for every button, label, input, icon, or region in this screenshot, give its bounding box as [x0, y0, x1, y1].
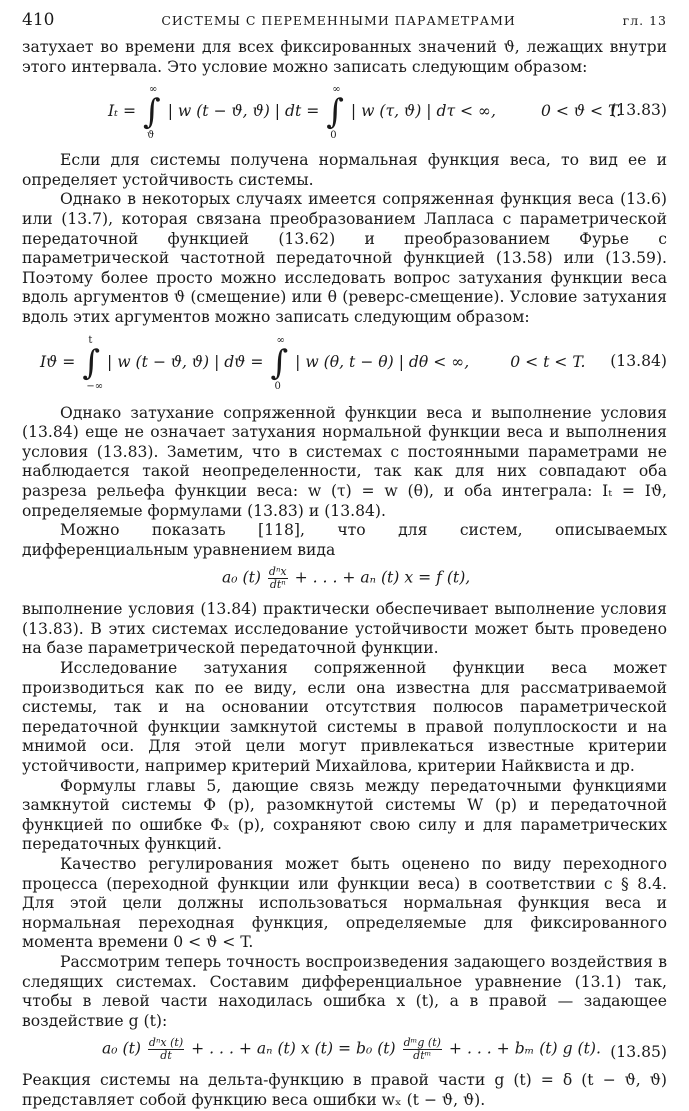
eq-coefficient: a₀ (t) — [102, 1039, 141, 1058]
eq-integrand: | w (t − ϑ, ϑ) | dt = — [167, 102, 320, 121]
integral-sign: ∫ ∞ 0 — [270, 334, 289, 392]
equation-13-84 — [22, 328, 667, 404]
paragraph: Реакция системы на дельта-функцию в правой части g (t) = δ (t − ϑ, ϑ) представляет собой функцию веса ошибки wₓ (t − ϑ, ϑ). — [22, 1071, 667, 1109]
paragraph: Формулы главы 5, дающие связь между передаточными функциями замкнутой системы Φ (p), разомкнутой системы W (p) и передаточной функцией по ошибке Φₓ (p), сохраняют свою силу и для параметрических передаточных функций. — [22, 776, 667, 854]
integral-sign: ∫ ∞ ϑ — [143, 84, 161, 142]
eq-integrand: | w (θ, t − θ) | dθ < ∞, — [295, 352, 470, 371]
equation-diff — [22, 560, 667, 600]
eq-condition: 0 < ϑ < T. — [540, 102, 622, 121]
running-header — [22, 10, 667, 38]
eq-coefficient: a₀ (t) — [222, 568, 261, 587]
paragraph: Можно показать [118], что для систем, описываемых дифференциальным уравнением вида — [22, 521, 667, 559]
paragraph: Если для системы получена нормальная функция веса, то вид ее и определяет устойчивость системы. — [22, 151, 667, 189]
eq-integrand: | w (t − ϑ, ϑ) | dϑ = — [107, 352, 264, 371]
equation-number: (13.83) — [610, 101, 667, 120]
eq-middle: + . . . + aₙ (t) x (t) = b₀ (t) — [191, 1039, 396, 1058]
eq-lhs: Iϑ = — [40, 352, 76, 371]
fraction: $\frac{\text{dᵐg (t)}}{\text{dtᵐ}}$ — [403, 1036, 441, 1063]
integral-sign: ∫ ∞ 0 — [326, 84, 344, 142]
eq-integrand: | w (τ, ϑ) | dτ < ∞, — [350, 102, 496, 121]
paragraph: затухает во времени для всех фиксированных значений ϑ, лежащих внутри этого интервала. Это условие можно записать следующим образом: — [22, 38, 667, 76]
eq-lhs: Iₜ = — [108, 102, 137, 121]
equation-number: (13.84) — [610, 351, 667, 370]
paragraph: Однако в некоторых случаях имеется сопряженная функция веса (13.6) или (13.7), которая связана преобразованием Лапласа с параметрической передаточной функцией (13.62) и преобразованием Фурье с параметрической частотной передаточной функцией (13.58) или (13.59). Поэтому более просто можно исследовать вопрос затухания функции веса вдоль аргументов ϑ (смещение) или θ (реверс-смещение). Условие затухания вдоль этих аргументов можно записать следующим образом: — [22, 190, 667, 326]
eq-condition: 0 < t < T. — [510, 352, 586, 371]
equation-13-83 — [22, 77, 667, 151]
running-title: СИСТЕМЫ С ПЕРЕМЕННЫМИ ПАРАМЕТРАМИ — [161, 13, 516, 28]
equation-number: (13.85) — [610, 1043, 667, 1062]
paragraph: Исследование затухания сопряженной функции веса может производиться как по ее виду, если она известна для рассматриваемой системы, так и на основании отсутствия полюсов параметрической передаточной функции замкнутой системы в правой полуплоскости и на мнимой оси. Для этой цели могут привлекаться известные критерии устойчивости, например критерий Михайлова, критерии Найквиста и др. — [22, 659, 667, 776]
chapter-label: гл. 13 — [622, 13, 667, 28]
paragraph: выполнение условия (13.84) практически обеспечивает выполнение условия (13.83). В этих системах исследование устойчивости может быть проведено на базе параметрической передаточной функции. — [22, 600, 667, 658]
fraction: $\frac{\text{dⁿx}}{\text{dtⁿ}}$ — [268, 565, 287, 592]
paragraph: Однако затухание сопряженной функции веса и выполнение условия (13.84) еще не означает затухания нормальной функции веса и выполнения условия (13.83). Заметим, что в системах с постоянными параметрами не наблюдается такой неопределенности, так как для них совпадают оба разреза рельефа функции веса: w (τ) = w (θ), и оба интеграла: Iₜ = Iϑ, определяемые формулами (13.83) и (13.84). — [22, 403, 667, 520]
book-page — [22, 10, 667, 1111]
paragraph: Качество регулирования может быть оценено по виду переходного процесса (переходной функции или функции веса) в соответствии с § 8.4. Для этой цели должны использоваться нормальная функция веса и нормальная переходная функция, определяемые для фиксированного момента времени 0 < ϑ < T. — [22, 855, 667, 952]
page-number: 410 — [22, 10, 55, 30]
paragraph: Рассмотрим теперь точность воспроизведения задающего воздействия в следящих системах. Составим дифференциальное уравнение (13.1) так, чтобы в левой части находилась ошибка x (t), а в правой — задающее воздействие g (t): — [22, 952, 667, 1030]
eq-tail: + . . . + bₘ (t) g (t). — [448, 1039, 601, 1058]
integral-sign: ∫ t −∞ — [82, 334, 104, 392]
equation-13-85 — [22, 1031, 667, 1071]
eq-rhs: + . . . + aₙ (t) x = f (t), — [294, 568, 471, 587]
fraction: $\frac{\text{dⁿx (t)}}{dt}$ — [148, 1036, 184, 1063]
